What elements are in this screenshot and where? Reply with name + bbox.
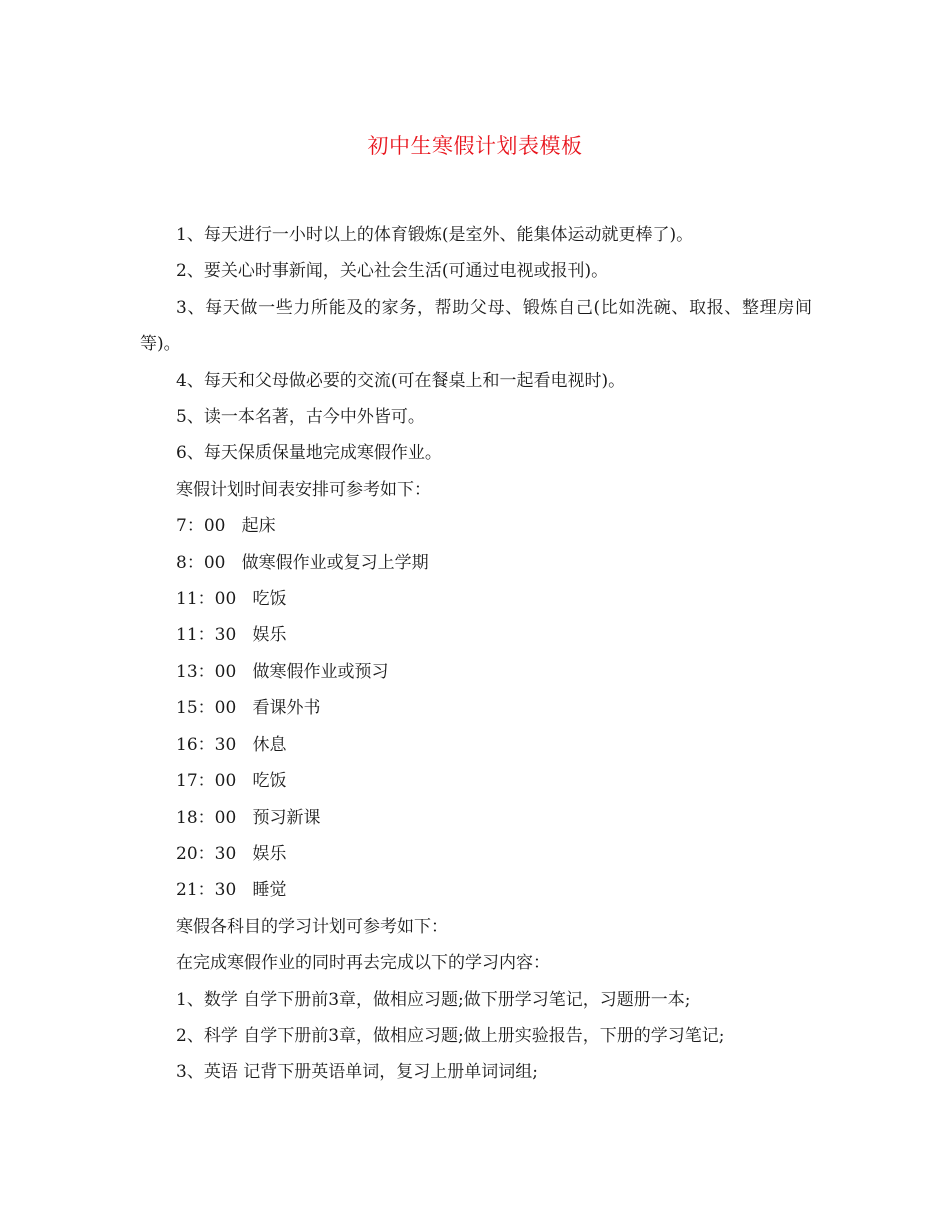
schedule-item: 11：30 娱乐 [176, 625, 287, 646]
paragraph: 1、每天进行一小时以上的体育锻炼(是室外、能集体运动就更棒了)。 [176, 225, 694, 245]
subject-plan-item: 2、科学 自学下册前3章，做相应习题;做上册实验报告，下册的学习笔记; [176, 1025, 725, 1046]
schedule-item: 20：30 娱乐 [176, 843, 287, 864]
subject-plan-item: 1、数学 自学下册前3章，做相应习题;做下册学习笔记，习题册一本; [176, 989, 691, 1010]
schedule-item: 7：00 起床 [176, 516, 276, 537]
subject-plan-intro: 寒假各科目的学习计划可参考如下： [176, 916, 448, 937]
document-body [140, 217, 812, 1091]
subject-plan-item: 3、英语 记背下册英语单词，复习上册单词词组; [176, 1062, 538, 1083]
paragraph: 2、要关心时事新闻，关心社会生活(可通过电视或报刊)。 [176, 261, 609, 282]
schedule-item: 8：00 做寒假作业或复习上学期 [176, 552, 429, 573]
schedule-item: 16：30 休息 [176, 734, 287, 755]
schedule-item: 13：00 做寒假作业或预习 [176, 661, 389, 682]
schedule-item: 11：00 吃饭 [176, 589, 287, 610]
schedule-item: 21：30 睡觉 [176, 880, 287, 901]
paragraph: 3、每天做一些力所能及的家务，帮助父母、锻炼自己(比如洗碗、取报、整理房间等)。 [140, 297, 812, 355]
paragraph: 在完成寒假作业的同时再去完成以下的学习内容： [176, 953, 550, 974]
paragraph: 4、每天和父母做必要的交流(可在餐桌上和一起看电视时)。 [176, 370, 626, 391]
paragraph: 6、每天保质保量地完成寒假作业。 [176, 443, 442, 464]
schedule-item: 18：00 预习新课 [176, 807, 321, 828]
schedule-intro: 寒假计划时间表安排可参考如下： [176, 479, 431, 500]
schedule-item: 17：00 吃饭 [176, 771, 287, 792]
paragraph: 5、读一本名著，古今中外皆可。 [176, 407, 425, 428]
schedule-item: 15：00 看课外书 [176, 698, 321, 719]
document-title: 初中生寒假计划表模板 [367, 134, 583, 158]
